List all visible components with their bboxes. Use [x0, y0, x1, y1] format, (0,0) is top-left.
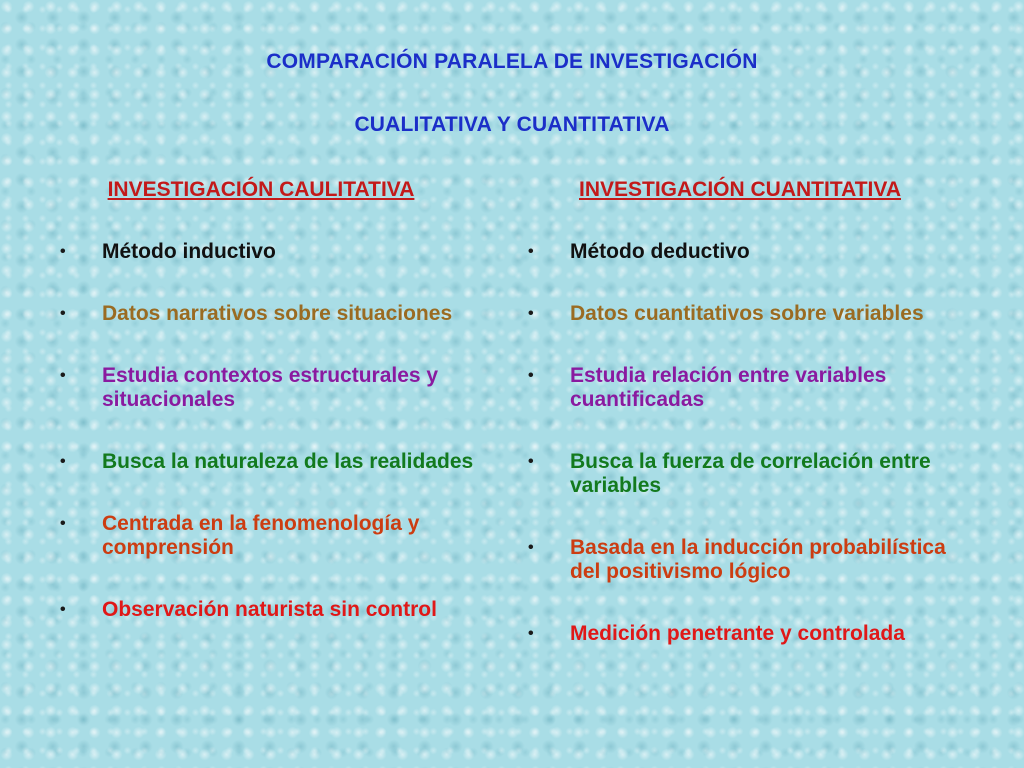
quantitative-list	[528, 240, 968, 646]
list-item-text: Observación naturista sin control	[102, 598, 437, 621]
list-item	[528, 240, 968, 264]
list-item	[528, 302, 968, 326]
slide-title-line1: COMPARACIÓN PARALELA DE INVESTIGACIÓN	[266, 50, 758, 73]
list-item-text: Datos cuantitativos sobre variables	[570, 302, 924, 325]
bullet-dot-icon: •	[528, 453, 534, 470]
bullet-dot-icon: •	[528, 539, 534, 556]
list-item-text: Busca la naturaleza de las realidades	[102, 450, 474, 473]
list-item-text: Basada en la inducción probabilística del positivismo lógico	[570, 536, 946, 583]
bullet-dot-icon: •	[60, 601, 66, 618]
bullet-dot-icon: •	[528, 305, 534, 322]
qualitative-column	[60, 178, 498, 660]
list-item	[60, 364, 498, 412]
list-item	[60, 512, 498, 560]
list-item-text: Medición penetrante y controlada	[570, 622, 905, 645]
list-item	[60, 240, 498, 264]
quantitative-heading: INVESTIGACIÓN CUANTITATIVA	[579, 178, 901, 201]
bullet-dot-icon: •	[60, 453, 66, 470]
bullet-dot-icon: •	[60, 243, 66, 260]
list-item	[528, 622, 968, 646]
bullet-dot-icon: •	[60, 515, 66, 532]
list-item	[528, 536, 968, 584]
bullet-dot-icon: •	[528, 243, 534, 260]
list-item-text: Centrada en la fenomenología y comprensión	[102, 512, 420, 559]
list-item	[528, 450, 968, 498]
bullet-dot-icon: •	[528, 367, 534, 384]
list-item-text: Método deductivo	[570, 240, 750, 263]
bullet-dot-icon: •	[60, 305, 66, 322]
list-item-text: Estudia relación entre variables cuantificadas	[570, 364, 887, 411]
slide-title-line2: CUALITATIVA Y CUANTITATIVA	[354, 113, 670, 136]
qualitative-heading: INVESTIGACIÓN CAULITATIVA	[107, 178, 415, 201]
list-item	[60, 302, 498, 326]
list-item	[60, 598, 498, 622]
list-item-text: Estudia contextos estructurales y situacionales	[102, 364, 439, 411]
bullet-dot-icon: •	[60, 367, 66, 384]
list-item-text: Método inductivo	[102, 240, 276, 263]
quantitative-column	[528, 178, 968, 684]
list-item-text: Busca la fuerza de correlación entre variables	[570, 450, 931, 497]
qualitative-list	[60, 240, 498, 622]
list-item	[528, 364, 968, 412]
list-item-text: Datos narrativos sobre situaciones	[102, 302, 453, 325]
bullet-dot-icon: •	[528, 625, 534, 642]
list-item	[60, 450, 498, 474]
